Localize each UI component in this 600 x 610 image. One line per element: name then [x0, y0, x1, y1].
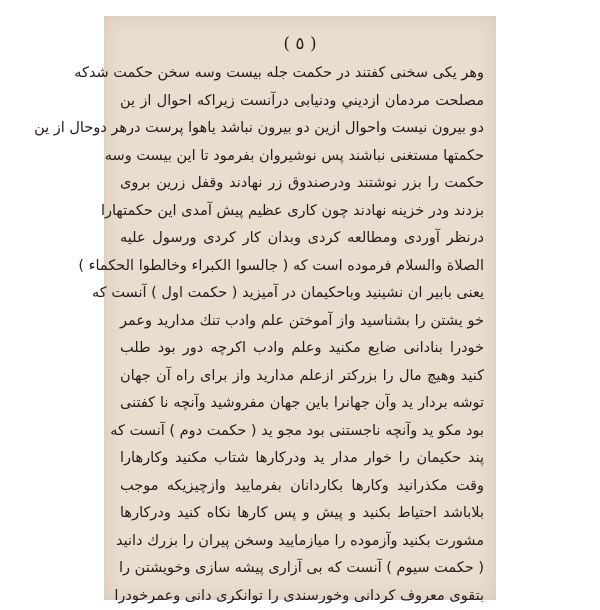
- text-line-8: الصلاة والسلام فرموده است كه ( جالسوا الكبراء وخالطوا الحكماء ): [120, 253, 484, 281]
- text-line-3: دو بيرون نيست واحوال ازين دو بيرون نباشد ياهوا پرست درهر دوحال از ين: [120, 115, 484, 143]
- text-line-2: مصلحت مردمان ازديني ودنيابى درآنست زيراكه احوال از ين: [120, 88, 484, 116]
- text-line-17: بلاباشد احتياط بكنيد و پيش و پس كارها نكاه كنيد ودركارها: [120, 500, 484, 528]
- text-line-12: كنيد وهيچ مال را بزركتر ازعلم مداريد واز براى راه آن جهان: [120, 363, 484, 391]
- body-text: [120, 60, 484, 610]
- text-line-19: ( حكمت سيوم ) آنست كه بى آزارى پيشه سازى وخويشتن را: [120, 555, 484, 583]
- text-line-1: وهر يكى سخنى كفتند در حكمت جله بيست وسه سخن حكمت شدكه: [120, 60, 484, 88]
- text-line-20: بتقوى معروف كردانى وخورسندى را توانكرى دانى وعمرخودرا: [120, 583, 484, 610]
- text-line-4: حكمتها مستغنى نباشند پس نوشيروان بفرمود تا اين بيست وسه: [120, 143, 484, 171]
- text-line-10: خو يشتن را بشناسيد واز آموختن علم وادب تنك مداريد وعمر: [120, 308, 484, 336]
- document-page: [104, 16, 496, 600]
- text-line-7: درنظر آوردى ومطالعه كردى وبدان كار كردى ورسول عليه: [120, 225, 484, 253]
- text-line-6: بزدند ودر خزينه نهادند چون كارى عظيم پيش آمدى اين حكمتهارا: [120, 198, 484, 226]
- text-line-13: توشه بردار يد وآن جهانرا باين جهان مفروشيد وآنچه نا كفتنى: [120, 390, 484, 418]
- text-line-16: وقت مكذرانيد وكارها بكاردانان بفرماييد وازچيزيكه موجب: [120, 473, 484, 501]
- text-line-15: پند حكيمان را خوار مدار يد ودركارها شتاب مكنيد وكارهارا: [120, 445, 484, 473]
- page-number: ( ٥ ): [104, 34, 496, 54]
- text-line-9: يعنى بابير ان نشينيد وباحكيمان در آميزيد ( حكمت اول ) آنست كه: [120, 280, 484, 308]
- text-line-11: خودرا بنادانى ضايع مكنيد وعلم وادب اكرچه دور بود طلب: [120, 335, 484, 363]
- text-line-14: بود مكو يد وآنچه ناجستنى بود مجو يد ( حكمت دوم ) آنست كه: [120, 418, 484, 446]
- text-line-5: حكمت را بزر نوشتند ودرصندوق زر نهادند وقفل زرين بروى: [120, 170, 484, 198]
- text-line-18: مشورت بكنيد وآزموده را ميازماييد وسخن پيران را بزرك دانيد: [120, 528, 484, 556]
